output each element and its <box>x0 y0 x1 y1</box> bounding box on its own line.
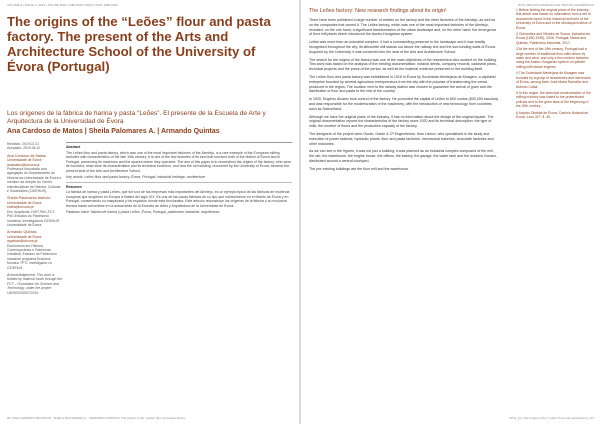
author-name: Armando Quintas <box>7 230 37 235</box>
author-bio: Dra. Arquitecta. HIST-PAC-FCT-PhD-Estudos do Património Industrial, investigadora CIDEHUS-Universidade de Évora. <box>7 209 61 227</box>
page-footer: RITA_12 | The origins of the “Leões” flour and pasta factory | 97 <box>509 416 594 420</box>
author-affiliation: Universidade de Évora · aquintas@uevora.pt <box>7 234 44 244</box>
article-subtitle: Los orígenes de la fábrica de harina y pasta “Leões”. El presente de la Escuela de Arte y Arquitectura de la Universidad de Évora <box>7 110 266 125</box>
resumen-text: La fábrica de harina y pasta Leões, que fue una de las empresas más importantes del Alentejo, es un ejemplo típico de las fábricas de molienda europeas que surgieron en Europa a finales del siglo XIX. Es una de las pocas fábricas de su tipo que sobrevivieron en el distrito de Évora y en Portugal, conservando su maquinaria y los espacios donde ésta funcionaba. Este artículo reconstruye los orígenes de la fábrica y su evolución técnica hasta convertirse en la actual sede de la Escuela de Artes y Arquitectura de la Universidad de Évora. <box>66 190 290 208</box>
footnote: 6 Arquivo Distrital de Évora, Cartório Notarial de Évora, Livro 327, fl. 45. <box>516 110 589 119</box>
paragraph: Leões was more than an industrial complex: it had a commanding presence in the landscape and it was readily recognised throughout the city; its silhouette still stands out above the railway line and the surrounding walls of Évora. Acquired by the University, it was converted into the seat of the Arts and Architecture School. <box>309 40 496 54</box>
paragraph: The search for the origins of the factory was one of the main objectives of the researchers who worked on the building. This work was based on the analysis of the existing documentation: notarial deeds, company records, cadastral plans, technical projects and the press of the period, as well as the material evidence preserved in the building itself. <box>309 57 498 72</box>
footnote: 5 In this region, the technical modernization of the milling industry was linked to the protectionist policies and to the grain laws of the beginning of the 20th century. <box>516 90 591 109</box>
acknowledgement: Acknowledgement: This work is funded by national funds through the FCT – Foundation for Science and Technology, under the project UID/HIS/00057/2019. <box>7 272 63 295</box>
right-page <box>301 0 600 424</box>
paragraph: In 1920, Eugénio Alvarez took control of the factory. He promoted the capital of Leões to 600 contos (600,000 escudos) and was responsible for the modernization of the machinery, with the introduction of new technology from countries such as Switzerland. <box>309 97 499 111</box>
footnote: 1 Before finding the original plans of the industry, this article was based on information from a set of documents found in the historical archives of the University of Évora and in the Municipal Archive of Évora. <box>516 8 592 30</box>
paragraph: There have been published a large number of articles on the factory and the other factories of the Alentejo, as well as on the companies that owned it. The Leões factory, which was one of the most important factories of the Alentejo, revealed, on the one hand, a significant transformation of the urban landscape and, on the other hand, the emergence of flour mill plants which introduced the Austro-Hungarian system. <box>309 18 497 37</box>
paragraph: The designers of the project were Gurán, Garde & Cª Engenheiros, from Lisbon, who specialised in the study and execution of power stations, hydraulic plants, flour and pasta factories, mechanical bakeries, chocolate factories and other industries. <box>309 131 494 146</box>
footnote: 2 Guimarães and Teixeira de Sousa, Indústria em Évora (1890-1939), 2006, Portugal; Matos and Quintas, Património industrial, 2017. <box>516 32 591 45</box>
page-header: VOLUME 5 | ISSUE 2 | 2019 | ONLINE ISSN: 2386-6918 | PRINT ISSN: 2386-6926 <box>7 3 118 7</box>
abstract-box <box>66 142 292 405</box>
paragraph: The pre-existing buildings are the flour mill and the warehouse. <box>309 166 410 171</box>
author-name: Sheila Palomares Alarcón <box>7 196 51 201</box>
abstract-heading: Abstract <box>66 145 81 149</box>
author-name: Ana Cardoso de Matos <box>7 153 46 158</box>
footnote: 4 The Sociedade Alentejana de Moagem was founded by a group of landowners and merchants of Évora, among them José Maria Ramalho and António Costa. <box>516 71 591 89</box>
author-affiliation: Universidade de Évora · sheila@uevora.pt <box>7 200 44 210</box>
paragraph: The Leões flour and pasta factory was established in 1916 in Évora by Sociedade Alentejana de Moagem, a capitalist enterprise founded by several agriculture entrepreneurs from the city with the purpose of transforming the cereal produced in the region. The location next to the railway station was chosen to guarantee the arrival of grain and the distribution of flour and pasta to the rest of the country. <box>309 74 496 94</box>
footnotes-column <box>516 8 594 121</box>
author-affiliation: Universidade de Évora · anamatos@uevora.pt <box>7 158 44 167</box>
article-authors: Ana Cardoso de Matos | Sheila Palomares A. | Armando Quintas <box>7 128 220 135</box>
author-bio: Doutorando em História Contemporânea e Património Industrial, Estudos do Património Industrial programa Erasmus Mundus TPTI, investigador no CIDEHUS. <box>7 243 57 270</box>
paragraph: Although we have the original plans of the industry, it has no information about the design of the original façade. The original documentation reports the characteristics of the factory since 1920 and its technical description: the type of mills, the number of floors and the production capacity of the factory. <box>309 114 494 129</box>
article-title: The origins of the “Leões” flour and pasta factory. The present of the Arts and Architecture School of the University of Évora (Portugal) <box>7 14 271 74</box>
abstract-text: The Leões flour and pasta factory, which was one of the most important factories of the Alentejo, is a rare example of the European milling factories with characteristics of the late 19th century. It is one of the few factories of its kind that survived both in the district of Évora and in Portugal, preserving its machines and the spaces where they operated. The aim of this paper is to reconstruct the origins of the factory: who were its founders, what were its characteristics and its technical evolution, and how the old building, recovered by the University of Évora, became the present seat of the Arts and Architecture School. <box>66 150 292 173</box>
accepted-date: Aceptado: 2019.06.12 <box>7 146 41 151</box>
page-header: RITA | REVISTA INDEXADA DE TEXTOS ACADÉMICOS <box>518 3 594 7</box>
left-page <box>0 0 299 424</box>
page-footer: 96 | ANA CARDOSO DE MATOS · SHEILA PALOMARES A. · ARMANDO QUINTAS | The origins of the “Leões” flour and pasta factory <box>7 416 186 420</box>
paragraph: As we can see in the figures, it was not just a building: it was planned as an industrial complex composed of the mill, the silo, the warehouse, the engine house, the offices, the bakery, the garage, the water tank and the workers' houses, distributed around a central courtyard. <box>309 149 497 163</box>
abstract-keywords: Key words: Leões flour and pasta factory, Évora, Portugal, industrial heritage, architecture <box>66 175 206 179</box>
body-text <box>309 18 499 175</box>
author-sidebar <box>7 142 63 295</box>
resumen-keywords: Palabras clave: fábrica de harina y pasta Leões, Évora, Portugal, patrimonio industrial, arquitectura <box>66 210 220 214</box>
author-bio: Professora Associada com agregação do Departamento de História da Universidade de Évora e membro da direção do Centro Interdisciplinar de História, Culturas e Sociedades (CIDEHUS). <box>7 167 62 194</box>
section-title: The Leões factory: New research findings about its origin¹ <box>309 8 447 14</box>
footnote: 3 At the end of the 19th century, Portugal had a large number of traditional flour mills driven by water and wind, and only a few modern factories using the Austro-Hungarian system of cylinder milling with steam engines. <box>516 47 589 69</box>
resumen-heading: Resumen <box>66 182 292 190</box>
received-date: Recibido: 2019.02.21 <box>7 142 40 146</box>
